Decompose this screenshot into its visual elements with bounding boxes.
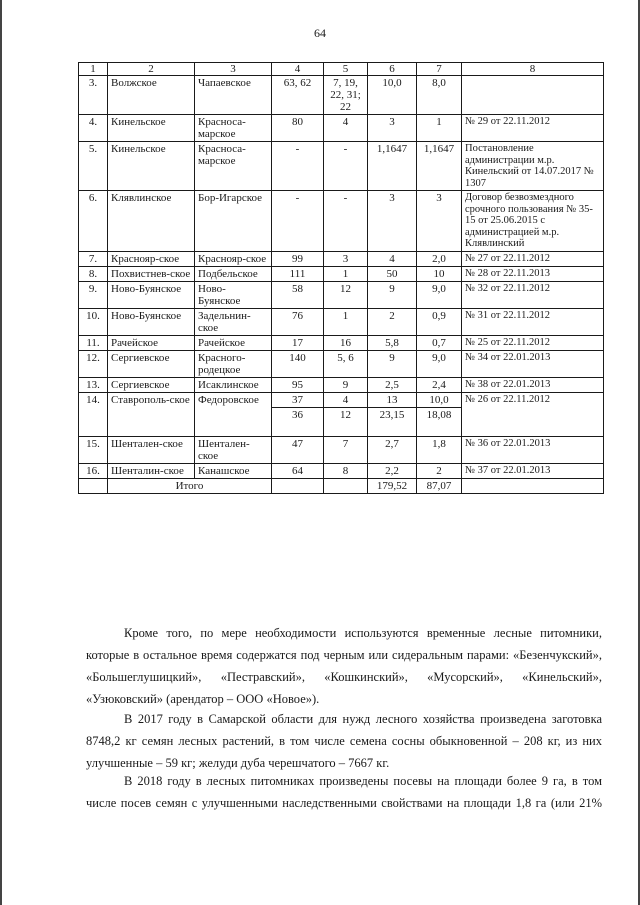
table-cell-c3: Чапаевское <box>195 76 272 115</box>
table-row <box>79 281 604 308</box>
table-cell-c5: 7 <box>324 436 368 463</box>
nursery-table <box>78 62 604 494</box>
paragraph-temporary-nurseries <box>86 622 602 710</box>
table-row <box>79 251 604 266</box>
table-cell-c3: Канашское <box>195 463 272 478</box>
table-cell-c8: № 28 от 22.11.2013 <box>462 266 604 281</box>
table-row <box>79 142 604 191</box>
table-cell-c4: 140 <box>272 350 324 377</box>
header-cell: 3 <box>195 63 272 76</box>
table-cell-c1: 10. <box>79 308 108 335</box>
table-cell-c5: 12 <box>324 281 368 308</box>
table-cell-c6: 3 <box>368 191 417 252</box>
table-cell-c2: Ново-Буянское <box>108 281 195 308</box>
table-cell-c4: - <box>272 191 324 252</box>
table-cell-c8: № 37 от 22.01.2013 <box>462 463 604 478</box>
table-cell-c5: - <box>324 191 368 252</box>
table-cell-c8: № 29 от 22.11.2012 <box>462 115 604 142</box>
table-cell-c2: Ново-Буянское <box>108 308 195 335</box>
table-cell-c5: 8 <box>324 463 368 478</box>
header-cell: 1 <box>79 63 108 76</box>
page-number: 64 <box>314 26 326 40</box>
table-cell-c8: № 26 от 22.11.2012 <box>462 392 604 436</box>
paragraph-sowing-2018 <box>86 770 602 814</box>
table-row <box>79 115 604 142</box>
table-cell-c2: Сергиевское <box>108 350 195 377</box>
table-cell-c7: 8,0 <box>417 76 462 115</box>
table-row <box>79 335 604 350</box>
table-cell-c1: 9. <box>79 281 108 308</box>
table-cell-c3: Федоровское <box>195 392 272 436</box>
table-cell-c3: Подбельское <box>195 266 272 281</box>
table-cell-c5: 4 <box>324 392 368 407</box>
table-row <box>79 350 604 377</box>
table-cell-c6: 1,1647 <box>368 142 417 191</box>
table-cell-c7: 18,08 <box>417 407 462 436</box>
table-cell-c1: 15. <box>79 436 108 463</box>
total-label: Итого <box>108 478 272 493</box>
table-cell-c5: 4 <box>324 115 368 142</box>
table-cell-empty <box>272 478 324 493</box>
table-cell-c1: 11. <box>79 335 108 350</box>
table-cell-c7: 9,0 <box>417 350 462 377</box>
table-cell-c1: 14. <box>79 392 108 436</box>
table-cell-empty <box>324 478 368 493</box>
table-cell-c8: № 38 от 22.01.2013 <box>462 377 604 392</box>
table-cell-c8: № 34 от 22.01.2013 <box>462 350 604 377</box>
scan-edge-left <box>0 0 2 905</box>
table-cell-c7: 1,8 <box>417 436 462 463</box>
table-cell-c2: Похвистнев-ское <box>108 266 195 281</box>
table-cell-c4: 64 <box>272 463 324 478</box>
paragraph-seed-harvest <box>86 708 602 774</box>
table-cell-c6: 23,15 <box>368 407 417 436</box>
total-operational-area: 87,07 <box>417 478 462 493</box>
table-cell-c2: Краснояр-ское <box>108 251 195 266</box>
table-cell-c3: Исаклинское <box>195 377 272 392</box>
table-cell-c2: Кинельское <box>108 142 195 191</box>
table-total-row <box>79 478 604 493</box>
table-cell-c2: Сергиевское <box>108 377 195 392</box>
table-cell-c5: 12 <box>324 407 368 436</box>
table-cell-c7: 1,1647 <box>417 142 462 191</box>
table-cell-c3: Бор-Игарское <box>195 191 272 252</box>
header-cell: 8 <box>462 63 604 76</box>
table-row <box>79 76 604 115</box>
table-cell-c2: Рачейское <box>108 335 195 350</box>
table-cell-c4: 111 <box>272 266 324 281</box>
table-cell-c8: Постановление администрации м.р. Кинельский от 14.07.2017 № 1307 <box>462 142 604 191</box>
table-cell-c6: 3 <box>368 115 417 142</box>
table-cell-c5: 1 <box>324 266 368 281</box>
table-cell-c2: Клявлинское <box>108 191 195 252</box>
table-cell-c1: 4. <box>79 115 108 142</box>
table-row <box>79 463 604 478</box>
table-cell-c6: 50 <box>368 266 417 281</box>
table-cell-c6: 9 <box>368 350 417 377</box>
table-cell-c4: 99 <box>272 251 324 266</box>
table-cell-c3: Шентален-ское <box>195 436 272 463</box>
table-cell-c8: Договор безвозмездного срочного пользования № 35-15 от 25.06.2015 с администрацией м.р. Клявлинский <box>462 191 604 252</box>
table-cell-c4: 80 <box>272 115 324 142</box>
table-cell-c4: 47 <box>272 436 324 463</box>
table-row <box>79 392 604 407</box>
table-cell-c7: 3 <box>417 191 462 252</box>
table-cell-c2: Шентален-ское <box>108 436 195 463</box>
table-cell-c6: 2,2 <box>368 463 417 478</box>
paragraph-text: В 2018 году в лесных питомниках произведены посевы на площади более 9 га, в том числе посев семян с улучшенными наследственными свойствами на площади 1,8 га (или 21% <box>86 774 602 810</box>
table-cell-c6: 2,5 <box>368 377 417 392</box>
table-cell-c1: 16. <box>79 463 108 478</box>
table-cell-c4: 63, 62 <box>272 76 324 115</box>
header-cell: 6 <box>368 63 417 76</box>
table-row <box>79 308 604 335</box>
table-cell-empty <box>79 478 108 493</box>
table-cell-c1: 12. <box>79 350 108 377</box>
table-cell-c3: Рачейское <box>195 335 272 350</box>
table-cell-c8: № 27 от 22.11.2012 <box>462 251 604 266</box>
header-cell: 4 <box>272 63 324 76</box>
table-header-row <box>79 63 604 76</box>
table-row <box>79 377 604 392</box>
table-cell-c1: 5. <box>79 142 108 191</box>
table-cell-c7: 2,0 <box>417 251 462 266</box>
table-cell-c8: № 36 от 22.01.2013 <box>462 436 604 463</box>
table-cell-c2: Кинельское <box>108 115 195 142</box>
table-cell-c2: Шенталин-ское <box>108 463 195 478</box>
table-cell-c6: 5,8 <box>368 335 417 350</box>
header-cell: 5 <box>324 63 368 76</box>
table-cell-c6: 10,0 <box>368 76 417 115</box>
table-cell-c3: Красноса-марское <box>195 115 272 142</box>
table-cell-c7: 10 <box>417 266 462 281</box>
table-cell-c4: 17 <box>272 335 324 350</box>
table-cell-c5: 16 <box>324 335 368 350</box>
table-cell-c2: Ставрополь-ское <box>108 392 195 436</box>
table-cell-c6: 13 <box>368 392 417 407</box>
table-cell-c4: 76 <box>272 308 324 335</box>
table-cell-c1: 6. <box>79 191 108 252</box>
table-cell-c1: 13. <box>79 377 108 392</box>
header-cell: 7 <box>417 63 462 76</box>
table-cell-c4: 95 <box>272 377 324 392</box>
table-row <box>79 436 604 463</box>
table-cell-c7: 10,0 <box>417 392 462 407</box>
table-cell-c8: № 32 от 22.11.2012 <box>462 281 604 308</box>
table-cell-c3: Красноса-марское <box>195 142 272 191</box>
table-cell-c6: 9 <box>368 281 417 308</box>
table-cell-c5: 7, 19, 22, 31; 22 <box>324 76 368 115</box>
table-cell-c4: 37 <box>272 392 324 407</box>
table-cell-c3: Ново-Буянское <box>195 281 272 308</box>
table-cell-c6: 4 <box>368 251 417 266</box>
table-cell-c5: 1 <box>324 308 368 335</box>
table-cell-c7: 2,4 <box>417 377 462 392</box>
table-cell-c7: 2 <box>417 463 462 478</box>
table-cell-c7: 0,9 <box>417 308 462 335</box>
table-cell-c1: 8. <box>79 266 108 281</box>
table-cell-c3: Краснояр-ское <box>195 251 272 266</box>
table-cell-c4: 58 <box>272 281 324 308</box>
table-cell-c1: 3. <box>79 76 108 115</box>
table-cell-c8: № 31 от 22.11.2012 <box>462 308 604 335</box>
table-cell-c5: - <box>324 142 368 191</box>
table-cell-c7: 9,0 <box>417 281 462 308</box>
table-cell-c4: 36 <box>272 407 324 436</box>
header-cell: 2 <box>108 63 195 76</box>
table-cell-c7: 1 <box>417 115 462 142</box>
table-cell-c5: 5, 6 <box>324 350 368 377</box>
table-cell-c5: 3 <box>324 251 368 266</box>
table-cell-empty <box>462 478 604 493</box>
table-cell-c1: 7. <box>79 251 108 266</box>
table-cell-c2: Волжское <box>108 76 195 115</box>
table-cell-c8: № 25 от 22.11.2012 <box>462 335 604 350</box>
table-row <box>79 266 604 281</box>
paragraph-text: Кроме того, по мере необходимости используются временные лесные питомники, которые в остальное время содержатся под черным или сидеральным парами: «Безенчукский», «Большеглушицкий», «Пестравский», «Кошкинский», «Мусорский», «Кинельский», «Узюковский» (арендатор – ООО «Новое»). <box>86 626 602 706</box>
total-area: 179,52 <box>368 478 417 493</box>
table-cell-c7: 0,7 <box>417 335 462 350</box>
table-cell-c5: 9 <box>324 377 368 392</box>
table-cell-c8 <box>462 76 604 115</box>
table-cell-c3: Задельнин-ское <box>195 308 272 335</box>
table-row <box>79 191 604 252</box>
paragraph-text: В 2017 году в Самарской области для нужд лесного хозяйства произведена заготовка 8748,2 кг семян лесных растений, в том числе семена сосны обыкновенной – 208 кг, из них улучшенные – 59 кг; желуди дуба черешчатого – 7667 кг. <box>86 712 602 770</box>
table-cell-c4: - <box>272 142 324 191</box>
table-cell-c3: Красного-родецкое <box>195 350 272 377</box>
table-cell-c6: 2,7 <box>368 436 417 463</box>
table-cell-c6: 2 <box>368 308 417 335</box>
